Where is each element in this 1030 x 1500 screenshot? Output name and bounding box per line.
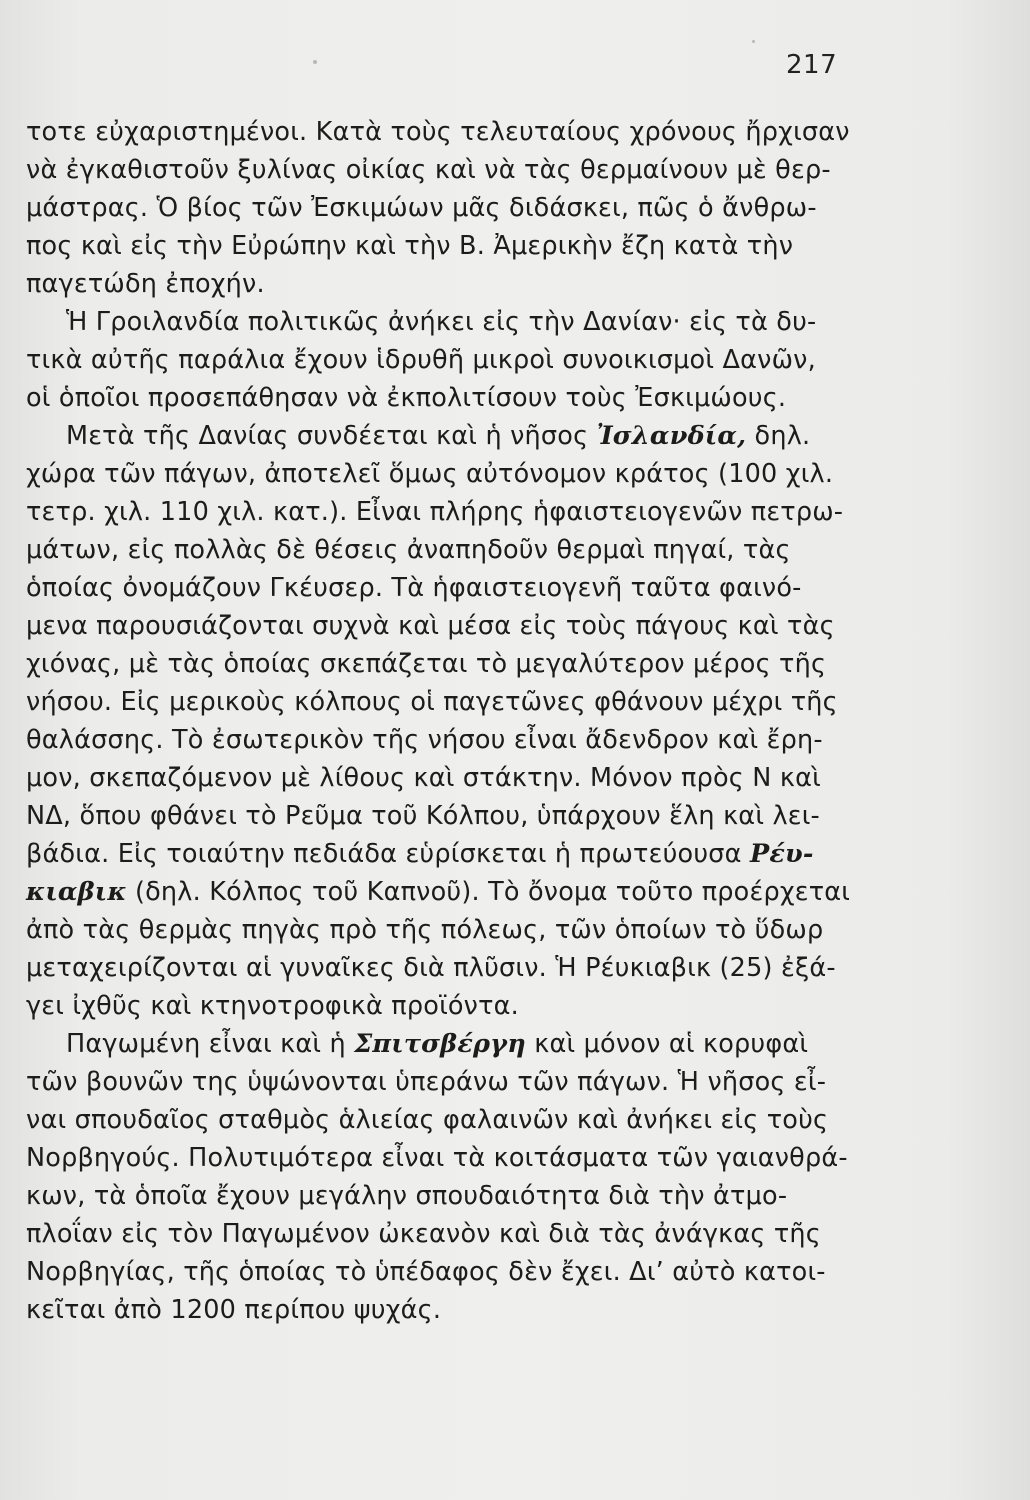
text-line: θαλάσσης. Τὸ ἐσωτερικὸν τῆς νήσου εἶναι ἄδενδρον καὶ ἔρη- — [26, 725, 823, 755]
place-name-spitsbergen: Σπιτσβέργη — [354, 1029, 526, 1059]
text-line: μάτων, εἰς πολλὰς δὲ θέσεις ἀναπηδοῦν θερμαὶ πηγαί, τὰς — [26, 535, 791, 565]
text-line: μάστρας. Ὁ βίος τῶν Ἐσκιμώων μᾶς διδάσκει, πῶς ὁ ἄνθρω- — [26, 193, 817, 223]
text-line: κων, τὰ ὁποῖα ἔχουν μεγάλην σπουδαιότητα διὰ τὴν ἀτμο- — [26, 1181, 788, 1211]
page-number: 217 — [786, 50, 838, 80]
place-name-reykjavik-part1: Ρέυ- — [749, 839, 814, 869]
text-line: μενα παρουσιάζονται συχνὰ καὶ μέσα εἰς τοὺς πάγους καὶ τὰς — [26, 611, 835, 641]
text-line: ἀπὸ τὰς θερμὰς πηγὰς πρὸ τῆς πόλεως, τῶν ὁποίων τὸ ὕδωρ — [26, 915, 824, 945]
place-name-reykjavik-part2: κιαβικ — [26, 877, 127, 907]
paragraph-start-line: Παγωμένη εἶναι καὶ ἡ Σπιτσβέργη καὶ μόνον αἱ κορυφαὶ — [66, 1029, 809, 1059]
paragraph-start-line: Ἡ Γροιλανδία πολιτικῶς ἀνήκει εἰς τὴν Δανίαν· εἰς τὰ δυ- — [66, 307, 817, 337]
paper-speck — [752, 40, 755, 43]
text-line: τοτε εὐχαριστημένοι. Κατὰ τοὺς τελευταίους χρόνους ἤρχισαν — [26, 117, 850, 147]
text-line: χώρα τῶν πάγων, ἀποτελεῖ ὅμως αὐτόνομον κράτος (100 χιλ. — [26, 459, 834, 489]
text-line: τῶν βουνῶν της ὑψώνονται ὑπεράνω τῶν πάγων. Ἡ νῆσος εἶ- — [26, 1067, 827, 1097]
text-line: κιαβικ (δηλ. Κόλπος τοῦ Καπνοῦ). Τὸ ὄνομα τοῦτο προέρχεται — [26, 877, 851, 907]
text-line: πος καὶ εἰς τὴν Εὐρώπην καὶ τὴν Β. Ἀμερικὴν ἔζη κατὰ τὴν — [26, 231, 794, 261]
text-line: κεῖται ἀπὸ 1200 περίπου ψυχάς. — [26, 1295, 442, 1325]
text-line: Νορβηγούς. Πολυτιμότερα εἶναι τὰ κοιτάσματα τῶν γαιανθρά- — [26, 1143, 848, 1173]
text-line: νὰ ἐγκαθιστοῦν ξυλίνας οἰκίας καὶ νὰ τὰς θερμαίνουν μὲ θερ- — [26, 155, 831, 185]
text-line: ΝΔ, ὅπου φθάνει τὸ Ρεῦμα τοῦ Κόλπου, ὑπάρχουν ἕλη καὶ λει- — [26, 801, 820, 831]
text-line: παγετώδη ἐποχήν. — [26, 269, 265, 299]
text-line: μον, σκεπαζόμενον μὲ λίθους καὶ στάκτην. Μόνον πρὸς Ν καὶ — [26, 763, 821, 793]
text-line: ναι σπουδαῖος σταθμὸς ἁλιείας φαλαινῶν καὶ ἀνήκει εἰς τοὺς — [26, 1105, 829, 1135]
paper-speck — [313, 60, 317, 64]
text-line: Νορβηγίας, τῆς ὁποίας τὸ ὑπέδαφος δὲν ἔχει. Δι’ αὐτὸ κατοι- — [26, 1257, 826, 1287]
text-line: νήσου. Εἰς μερικοὺς κόλπους οἱ παγετῶνες φθάνουν μέχρι τῆς — [26, 687, 838, 717]
text-line: βάδια. Εἰς τοιαύτην πεδιάδα εὑρίσκεται ἡ πρωτεύουσα Ρέυ- — [26, 839, 814, 869]
text-line: ὁποίας ὀνομάζουν Γκέυσερ. Τὰ ἡφαιστειογενῆ ταῦτα φαινό- — [26, 573, 802, 603]
text-line: τετρ. χιλ. 110 χιλ. κατ.). Εἶναι πλήρης ἡφαιστειογενῶν πετρω- — [26, 497, 844, 527]
place-name-iceland: Ἰσλανδία, — [596, 421, 747, 451]
text-line: οἱ ὁποῖοι προσεπάθησαν νὰ ἐκπολιτίσουν τοὺς Ἐσκιμώους. — [26, 383, 787, 413]
paragraph-start-line: Μετὰ τῆς Δανίας συνδέεται καὶ ἡ νῆσος Ἰσλανδία, δηλ. — [66, 421, 811, 451]
text-line: γει ἰχθῦς καὶ κτηνοτροφικὰ προϊόντα. — [26, 991, 519, 1021]
text-line: πλοΐαν εἰς τὸν Παγωμένον ὠκεανὸν καὶ διὰ τὰς ἀνάγκας τῆς — [26, 1219, 821, 1249]
text-line: χιόνας, μὲ τὰς ὁποίας σκεπάζεται τὸ μεγαλύτερον μέρος τῆς — [26, 649, 827, 679]
text-line: μεταχειρίζονται αἱ γυναῖκες διὰ πλῦσιν. Ἡ Ρέυκιαβικ (25) ἐξά- — [26, 953, 836, 983]
text-line: τικὰ αὐτῆς παράλια ἔχουν ἱδρυθῆ μικροὶ συνοικισμοὶ Δανῶν, — [26, 345, 816, 375]
